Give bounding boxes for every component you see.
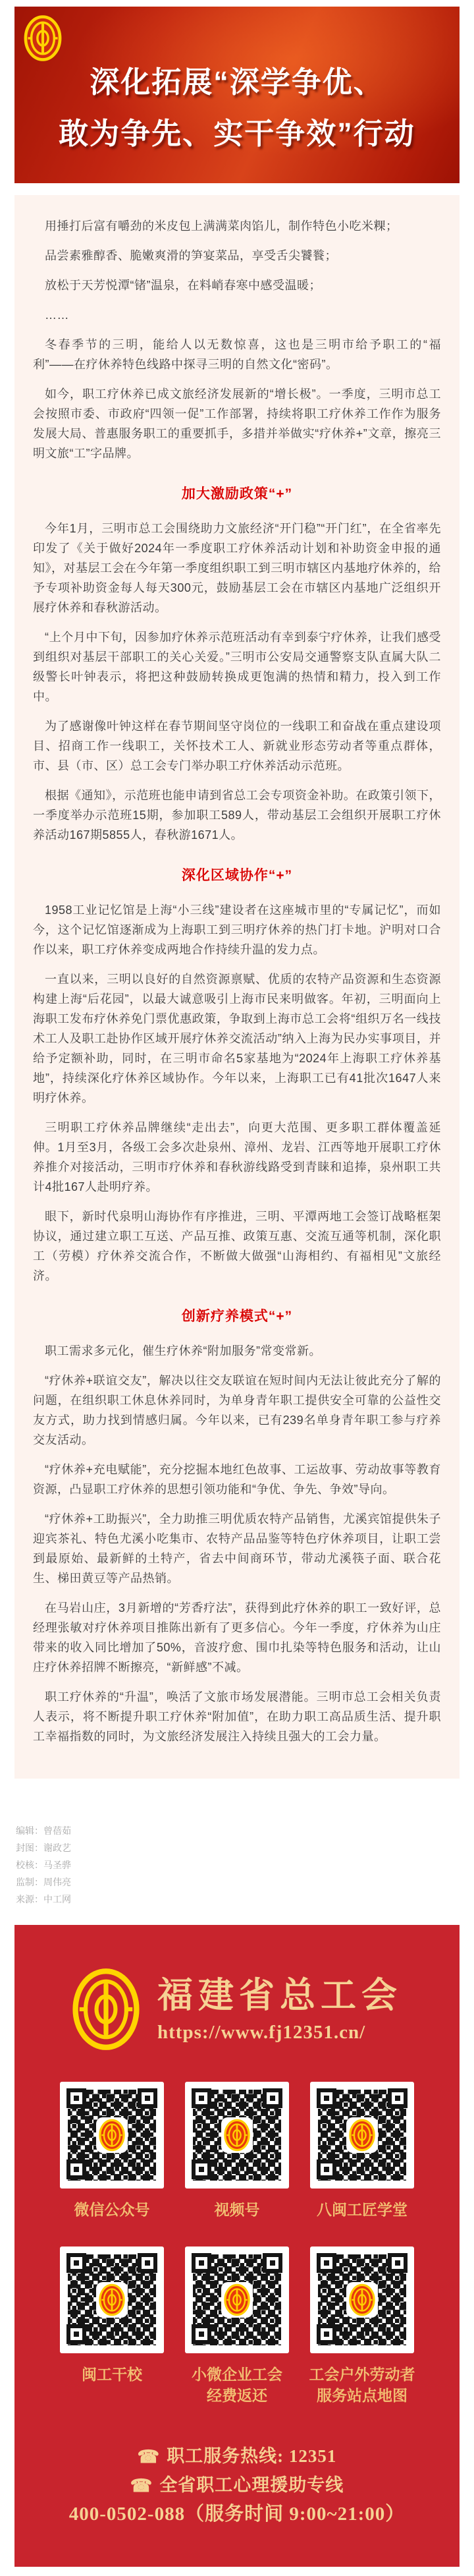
qr-finder-icon (192, 2160, 211, 2179)
article-paragraph: 根据《通知》，示范班也能申请到省总工会专项资金补助。在政策引领下，一季度举办示范班15期，参加职工589人，带动基层工会组织开展职工疗休养活动167期5855人，春秋游1671人。 (33, 789, 441, 842)
qr-finder-icon (66, 2324, 86, 2344)
qr-finder-icon (388, 2088, 408, 2108)
article-paragraph: “疗休养+充电赋能”，充分挖掘本地红色故事、工运故事、劳动故事等教育资源，凸显职工疗休养的思想引领功能和“争优、争先、争效”导向。 (33, 1463, 441, 1496)
qr-item (304, 2082, 420, 2220)
qr-label: 闽工干校 (82, 2366, 142, 2383)
qr-finder-icon (388, 2253, 408, 2273)
qr-item (304, 2247, 420, 2406)
article-paragraph: 1958工业记忆馆是上海“小三线”建设者在这座城市里的“专属记忆”，而如今，这个记忆馆逐渐成为上海职工到三明疗休养的热门打卡地。沪明对口合作以来，职工疗休养变成两地合作持续升温的发力点。 (33, 903, 441, 956)
qr-label: 微信公众号 (74, 2201, 150, 2218)
hotline-block (14, 2442, 460, 2529)
qr-finder-icon (138, 2088, 157, 2108)
hotline-line (14, 2442, 460, 2471)
qr-label: 视频号 (214, 2201, 260, 2218)
credit-line: 编辑：曾蓓茹 (16, 1825, 71, 1836)
qr-code[interactable] (310, 2082, 414, 2189)
article-paragraph: 职工需求多元化，催生疗休养“附加服务”常变常新。 (45, 1344, 321, 1358)
article-paragraph: 一直以来，三明以良好的自然资源禀赋、优质的农特产品资源和生态资源构建上海“后花园”，以最大诚意吸引上海市民来明做客。年初，三明面向上海职工发布疗休养免门票优惠政策，争取到上海市总工会将“组织万名一线技术工人及职工赴协作区域开展疗休养交流活动”纳入上海为民办实事项目，并给予定额补助，同时，在三明市命名5家基地为“2024年上海职工疗休养基地”，持续深化疗休养区域协作。今年以来，上海职工已有41批次1647人来明疗休养。 (33, 973, 441, 1104)
qr-finder-icon (192, 2253, 211, 2273)
union-emblem-icon (348, 2283, 377, 2316)
hotline-text: 职工服务热线: 12351 (167, 2446, 337, 2466)
footer-brand-text (157, 1976, 402, 2044)
qr-item (179, 2082, 295, 2220)
qr-finder-icon (317, 2160, 336, 2179)
qr-item (54, 2082, 170, 2220)
union-emblem-icon (223, 2119, 251, 2152)
qr-label: 小微企业工会 经费返还 (192, 2366, 282, 2404)
article-paragraph: 今年1月，三明市总工会围绕助力文旅经济“开门稳”“开门红”，在全省率先印发了《关于做好2024年一季度职工疗休养活动计划和补助资金申报的通知》，对基层工会在今年第一季度组织职工到三明市辖区内基地疗休养的，给予专项补助资金每人每天300元，鼓励基层工会在市辖区内基地广泛组织开展疗休养和春秋游活动。 (33, 522, 441, 614)
section-heading: 创新疗养模式“+” (181, 1309, 293, 1324)
article-card (14, 195, 460, 1779)
qr-finder-icon (192, 2088, 211, 2108)
qr-label: 工会户外劳动者 服务站点地图 (309, 2366, 415, 2404)
qr-code[interactable] (60, 2247, 164, 2353)
article-paragraph: “疗休养+联谊交友”，解决以往交友联谊在短时间内无法让彼此充分了解的问题，在组织职工休息休养同时，为单身青年职工提供安全可靠的公益性交友方式，助力找到情感归属。今年以来，已有239名单身青年职工参与疗养交友活动。 (33, 1374, 441, 1446)
union-emblem-icon (348, 2119, 377, 2152)
qr-item (179, 2247, 295, 2406)
qr-finder-icon (263, 2088, 282, 2108)
hotline-line (14, 2471, 460, 2500)
article-paragraph: 用捶打后富有嚼劲的米皮包上满满菜肉馅儿，制作特色小吃米粿； (45, 219, 398, 233)
article-paragraph: “上个月中下旬，因参加疗休养示范班活动有幸到泰宁疗休养，让我们感受到组织对基层干部职工的关心关爱。”三明市公安局交通警察支队直属大队二级警长叶钟表示，将把这种鼓励转换成更饱满的热情和精力，投入到工作中。 (33, 631, 441, 703)
hotline-line (14, 2500, 460, 2529)
section-heading: 深化区域协作“+” (181, 868, 293, 883)
qr-finder-icon (66, 2088, 86, 2108)
union-emblem-icon (223, 2283, 251, 2316)
phone-icon: ☎ (137, 2447, 161, 2467)
union-emblem-icon (72, 1967, 140, 2051)
org-name: 福建省总工会 (157, 1975, 402, 2015)
qr-item (54, 2247, 170, 2406)
union-emblem-icon (97, 2283, 126, 2316)
qr-code[interactable] (60, 2082, 164, 2189)
qr-finder-icon (138, 2253, 157, 2273)
org-website: https://www.fj12351.cn/ (157, 2021, 366, 2043)
article-page (0, 7, 474, 2576)
qr-finder-icon (317, 2253, 336, 2273)
banner-title-line1: 深化拓展“深学争优、 (90, 65, 384, 99)
qr-code[interactable] (185, 2247, 289, 2353)
qr-finder-icon (66, 2160, 86, 2179)
article-paragraph: …… (45, 308, 69, 322)
article-paragraph: 品尝素雅醇香、脆嫩爽滑的笋宴菜品，享受舌尖饕餮； (45, 249, 337, 262)
qr-finder-icon (192, 2324, 211, 2344)
article-paragraph: 眼下，新时代泉明山海协作有序推进，三明、平潭两地工会签订战略框架协议，通过建立职工互送、产品互推、政策互惠、交流互通等机制，深化职工（劳模）疗休养交流合作，不断做大做强“山海相约、有福相见”文旅经济。 (33, 1210, 441, 1282)
union-emblem-icon (24, 14, 62, 62)
qr-finder-icon (263, 2253, 282, 2273)
article-paragraph: 为了感谢像叶钟这样在春节期间坚守岗位的一线职工和奋战在重点建设项目、招商工作一线职工，关怀技术工人、新就业形态劳动者等重点群体，市、县（市、区）总工会专门举办职工疗休养活动示范班。 (33, 720, 441, 772)
credit-line: 来源：中工网 (16, 1894, 71, 1904)
footer-brand (14, 1967, 460, 2051)
article-paragraph: “疗休养+工助振兴”，全力助推三明优质农特产品销售，尤溪宾馆提供朱子迎宾茶礼、特色尤溪小吃集市、农特产品品鉴等特色疗休养项目，让职工尝到最原始、最新鲜的土特产，省去中间商环节，带动尤溪筷子面、联合花生、梯田黄豆等产品热销。 (33, 1512, 441, 1585)
qr-finder-icon (317, 2088, 336, 2108)
article-banner (14, 7, 460, 183)
article-paragraph: 冬春季节的三明，能给人以无数惊喜，这也是三明市给予职工的“福利”——在疗休养特色线路中探寻三明的自然文化“密码”。 (33, 338, 441, 371)
hotline-text: 400-0502-088（服务时间 9:00~21:00） (68, 2504, 406, 2525)
qr-code[interactable] (185, 2082, 289, 2189)
article-paragraph: 在马岩山庄，3月新增的“芳香疗法”，获得到此疗休养的职工一致好评，总经理张敏对疗休养项目推陈出新有了更多信心。今年一季度，疗休养为山庄带来的收入同比增加了50%，音波疗愈、围巾扎染等特色服务和活动，让山庄疗休养招牌不断擦亮，“新鲜感”不减。 (33, 1601, 441, 1674)
qr-label: 八闽工匠学堂 (317, 2201, 408, 2218)
banner-title-line2: 敢为争先、实干争效”行动 (59, 117, 415, 150)
section-heading: 加大激励政策“+” (181, 486, 293, 501)
qr-finder-icon (317, 2324, 336, 2344)
article-paragraph: 职工疗休养的“升温”，唤活了文旅市场发展潜能。三明市总工会相关负责人表示，将不断提升职工疗休养“附加值”，在助力职工高品质生活、提升职工幸福指数的同时，为文旅经济发展注入持续且强大的工会力量。 (33, 1690, 441, 1743)
article-paragraph: 如今，职工疗休养已成文旅经济发展新的“增长极”。一季度，三明市总工会按照市委、市政府“四领一促”工作部署，持续将职工疗休养工作作为服务发展大局、普惠服务职工的重要抓手，多措并举做实“疗休养+”文章，擦亮三明文旅“工”字品牌。 (33, 387, 441, 460)
article-body (33, 216, 441, 1746)
credits-block (16, 1822, 474, 1908)
credit-line: 封图：谢政艺 (16, 1843, 71, 1853)
hotline-text: 全省职工心理援助专线 (159, 2475, 344, 2495)
banner-title (14, 57, 460, 159)
phone-icon: ☎ (130, 2476, 153, 2496)
union-emblem-icon (97, 2119, 126, 2152)
red-footer (14, 1925, 460, 2567)
credit-line: 监制：周伟亮 (16, 1877, 71, 1887)
article-paragraph: 三明职工疗休养品牌继续“走出去”，向更大范围、更多职工群体覆盖延伸。1月至3月，各级工会多次赴泉州、漳州、龙岩、江西等地开展职工疗休养推介对接活动，三明市疗休养和春秋游线路受到青睐和追捧，泉州职工共计4批167人赴明疗养。 (33, 1121, 441, 1193)
qr-finder-icon (66, 2253, 86, 2273)
qr-code[interactable] (310, 2247, 414, 2353)
article-paragraph: 放松于天芳悦潭“锗”温泉，在料峭春寒中感受温暖； (45, 279, 321, 292)
qr-grid (14, 2082, 460, 2406)
credit-line: 校核：马圣骅 (16, 1860, 71, 1870)
